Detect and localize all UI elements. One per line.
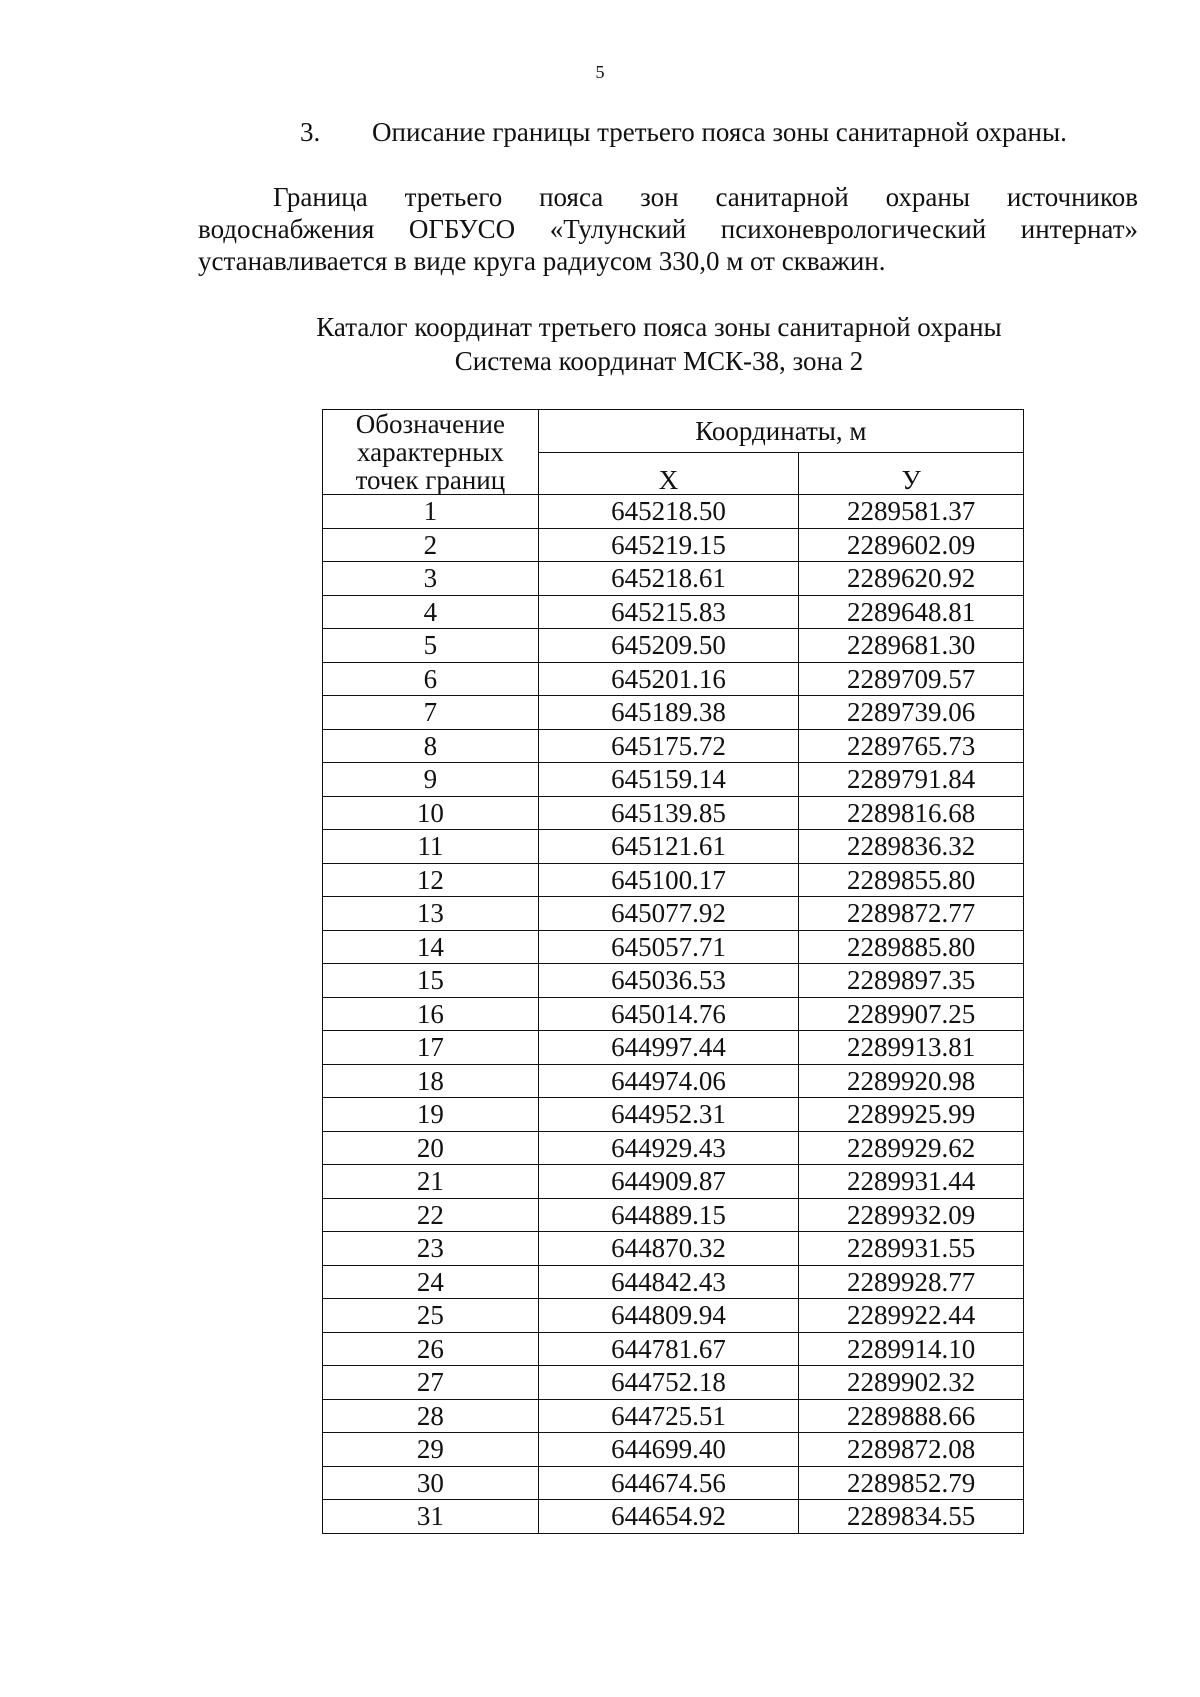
x-coordinate-cell: 645201.16 [538, 662, 799, 696]
paragraph-line: устанавливается в виде круга радиусом 330,0 м от скважин. [198, 246, 886, 276]
x-coordinate-cell: 645218.61 [538, 562, 799, 596]
x-coordinate-cell: 645077.92 [538, 897, 799, 931]
y-coordinate-cell: 2289928.77 [799, 1265, 1024, 1299]
table-row [323, 897, 1024, 931]
y-coordinate-cell: 2289925.99 [799, 1098, 1024, 1132]
point-number-cell: 10 [323, 796, 539, 830]
table-row [323, 696, 1024, 730]
y-coordinate-cell: 2289932.09 [799, 1198, 1024, 1232]
point-number-cell: 8 [323, 729, 539, 763]
paragraph-line: водоснабжения ОГБУСО «Тулунский психоневрологический интернат» [198, 214, 1138, 244]
y-coordinate-cell: 2289931.44 [799, 1165, 1024, 1199]
table-row [323, 1131, 1024, 1165]
table-row [323, 796, 1024, 830]
section-number: 3. [300, 117, 321, 147]
y-coordinate-cell: 2289765.73 [799, 729, 1024, 763]
page-number: 5 [595, 62, 605, 82]
y-coordinate-cell: 2289907.25 [799, 997, 1024, 1031]
table-body [323, 495, 1024, 1534]
table-row [323, 1299, 1024, 1333]
x-coordinate-cell: 645100.17 [538, 863, 799, 897]
point-number-cell: 28 [323, 1399, 539, 1433]
header-y: У [799, 452, 1024, 495]
point-number-cell: 13 [323, 897, 539, 931]
point-number-cell: 3 [323, 562, 539, 596]
catalog-subtitle-line: Система координат МСК-38, зона 2 [454, 346, 864, 376]
point-number-cell: 14 [323, 930, 539, 964]
y-coordinate-cell: 2289834.55 [799, 1500, 1024, 1534]
point-number-cell: 6 [323, 662, 539, 696]
x-coordinate-cell: 644674.56 [538, 1466, 799, 1500]
table-row [323, 1064, 1024, 1098]
point-number-cell: 16 [323, 997, 539, 1031]
table-row [323, 1466, 1024, 1500]
point-number-cell: 7 [323, 696, 539, 730]
paragraph-line: Граница третьего пояса зон санитарной охраны источников [273, 182, 1138, 212]
catalog-title-line: Каталог координат третьего пояса зоны санитарной охраны [316, 312, 1002, 342]
y-coordinate-cell: 2289852.79 [799, 1466, 1024, 1500]
section-heading [300, 117, 1067, 148]
point-number-cell: 4 [323, 595, 539, 629]
point-number-cell: 19 [323, 1098, 539, 1132]
y-coordinate-cell: 2289816.68 [799, 796, 1024, 830]
x-coordinate-cell: 644809.94 [538, 1299, 799, 1333]
y-coordinate-cell: 2289913.81 [799, 1031, 1024, 1065]
point-number-cell: 26 [323, 1332, 539, 1366]
y-coordinate-cell: 2289920.98 [799, 1064, 1024, 1098]
x-coordinate-cell: 644752.18 [538, 1366, 799, 1400]
x-coordinate-cell: 644725.51 [538, 1399, 799, 1433]
y-coordinate-cell: 2289739.06 [799, 696, 1024, 730]
table-row [323, 1031, 1024, 1065]
table-row [323, 1399, 1024, 1433]
x-coordinate-cell: 645219.15 [538, 528, 799, 562]
table-row [323, 1265, 1024, 1299]
catalog-title [0, 310, 1200, 378]
point-number-cell: 29 [323, 1433, 539, 1467]
y-coordinate-cell: 2289872.77 [799, 897, 1024, 931]
point-number-cell: 17 [323, 1031, 539, 1065]
point-number-cell: 31 [323, 1500, 539, 1534]
y-coordinate-cell: 2289648.81 [799, 595, 1024, 629]
point-number-cell: 1 [323, 495, 539, 529]
table-row [323, 964, 1024, 998]
y-coordinate-cell: 2289914.10 [799, 1332, 1024, 1366]
header-point-designation: Обозначение характерных точек границ [323, 410, 539, 495]
y-coordinate-cell: 2289902.32 [799, 1366, 1024, 1400]
table-row [323, 930, 1024, 964]
table-row [323, 1433, 1024, 1467]
table-row [323, 528, 1024, 562]
point-number-cell: 20 [323, 1131, 539, 1165]
y-coordinate-cell: 2289836.32 [799, 830, 1024, 864]
x-coordinate-cell: 644929.43 [538, 1131, 799, 1165]
point-number-cell: 11 [323, 830, 539, 864]
x-coordinate-cell: 645189.38 [538, 696, 799, 730]
point-number-cell: 12 [323, 863, 539, 897]
y-coordinate-cell: 2289791.84 [799, 763, 1024, 797]
point-number-cell: 18 [323, 1064, 539, 1098]
y-coordinate-cell: 2289897.35 [799, 964, 1024, 998]
table-row [323, 562, 1024, 596]
table-row [323, 1198, 1024, 1232]
header-coordinates: Координаты, м [538, 410, 1023, 453]
y-coordinate-cell: 2289602.09 [799, 528, 1024, 562]
table-row [323, 1500, 1024, 1534]
x-coordinate-cell: 644952.31 [538, 1098, 799, 1132]
y-coordinate-cell: 2289922.44 [799, 1299, 1024, 1333]
table-row [323, 997, 1024, 1031]
point-number-cell: 24 [323, 1265, 539, 1299]
y-coordinate-cell: 2289581.37 [799, 495, 1024, 529]
table-row [323, 1232, 1024, 1266]
x-coordinate-cell: 644654.92 [538, 1500, 799, 1534]
table-row [323, 629, 1024, 663]
x-coordinate-cell: 645139.85 [538, 796, 799, 830]
x-coordinate-cell: 644889.15 [538, 1198, 799, 1232]
y-coordinate-cell: 2289709.57 [799, 662, 1024, 696]
point-number-cell: 22 [323, 1198, 539, 1232]
x-coordinate-cell: 644909.87 [538, 1165, 799, 1199]
x-coordinate-cell: 644781.67 [538, 1332, 799, 1366]
point-number-cell: 15 [323, 964, 539, 998]
point-number-cell: 25 [323, 1299, 539, 1333]
table-row [323, 662, 1024, 696]
table-row [323, 729, 1024, 763]
x-coordinate-cell: 644699.40 [538, 1433, 799, 1467]
y-coordinate-cell: 2289620.92 [799, 562, 1024, 596]
x-coordinate-cell: 645215.83 [538, 595, 799, 629]
table-row [323, 595, 1024, 629]
table-row [323, 1165, 1024, 1199]
x-coordinate-cell: 645209.50 [538, 629, 799, 663]
y-coordinate-cell: 2289888.66 [799, 1399, 1024, 1433]
point-number-cell: 5 [323, 629, 539, 663]
x-coordinate-cell: 645159.14 [538, 763, 799, 797]
y-coordinate-cell: 2289931.55 [799, 1232, 1024, 1266]
x-coordinate-cell: 644974.06 [538, 1064, 799, 1098]
table-row [323, 863, 1024, 897]
x-coordinate-cell: 645218.50 [538, 495, 799, 529]
y-coordinate-cell: 2289855.80 [799, 863, 1024, 897]
x-coordinate-cell: 644997.44 [538, 1031, 799, 1065]
point-number-cell: 27 [323, 1366, 539, 1400]
point-number-cell: 2 [323, 528, 539, 562]
x-coordinate-cell: 645175.72 [538, 729, 799, 763]
header-x: X [538, 452, 799, 495]
table-row [323, 1332, 1024, 1366]
point-number-cell: 23 [323, 1232, 539, 1266]
x-coordinate-cell: 645014.76 [538, 997, 799, 1031]
x-coordinate-cell: 644842.43 [538, 1265, 799, 1299]
y-coordinate-cell: 2289885.80 [799, 930, 1024, 964]
table-row [323, 1098, 1024, 1132]
x-coordinate-cell: 645057.71 [538, 930, 799, 964]
boundary-description [198, 181, 1138, 277]
table-row [323, 1366, 1024, 1400]
y-coordinate-cell: 2289929.62 [799, 1131, 1024, 1165]
section-title: Описание границы третьего пояса зоны санитарной охраны. [372, 117, 1067, 147]
table-row [323, 495, 1024, 529]
x-coordinate-cell: 644870.32 [538, 1232, 799, 1266]
coordinates-table [322, 409, 1024, 1534]
y-coordinate-cell: 2289872.08 [799, 1433, 1024, 1467]
point-number-cell: 30 [323, 1466, 539, 1500]
x-coordinate-cell: 645036.53 [538, 964, 799, 998]
point-number-cell: 21 [323, 1165, 539, 1199]
table-row [323, 763, 1024, 797]
point-number-cell: 9 [323, 763, 539, 797]
table-row [323, 830, 1024, 864]
y-coordinate-cell: 2289681.30 [799, 629, 1024, 663]
x-coordinate-cell: 645121.61 [538, 830, 799, 864]
